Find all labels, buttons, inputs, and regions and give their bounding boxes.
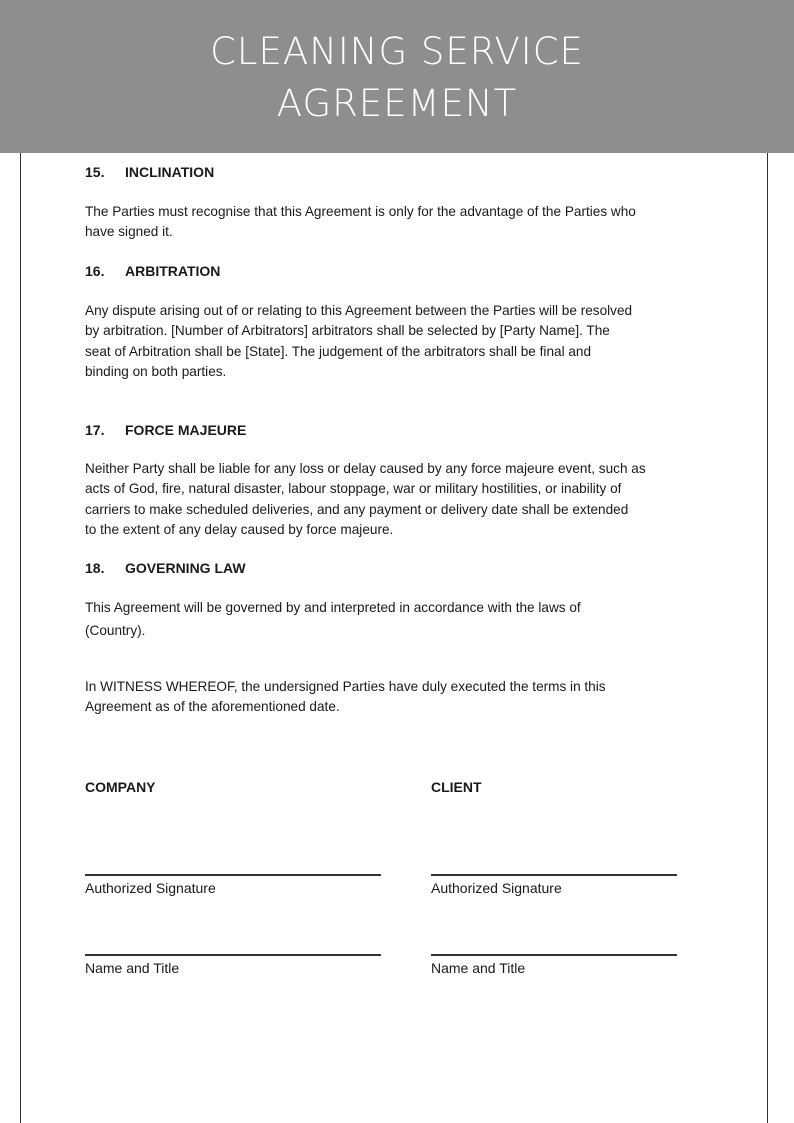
company-name-title-label: Name and Title [85, 960, 180, 976]
section-heading-17: 17. FORCE MAJEURE [85, 422, 247, 438]
title-line-2: AGREEMENT [276, 82, 518, 125]
section-heading-18: 18. GOVERNING LAW [85, 560, 246, 576]
company-name-line[interactable] [85, 954, 381, 956]
page-border-left [20, 153, 21, 1123]
witness-clause: In WITNESS WHEREOF, the undersigned Parties have duly executed the terms in this Agreement as of the aforementioned date. [85, 679, 606, 715]
section-body-16: Any dispute arising out of or relating to this Agreement between the Parties will be resolved by arbitration. [Number of Arbitrators] arbitrators shall be selected by [Party Name]. The seat of Arbitration shall be [State]. The judgement of the arbitrators shall be final and binding on both parties. [85, 303, 633, 380]
title-line-1: CLEANING SERVICE [210, 30, 584, 73]
section-heading-16: 16. ARBITRATION [85, 263, 221, 279]
page-border-right [767, 153, 768, 1123]
section-heading-15: 15. INCLINATION [85, 164, 215, 180]
client-signature-line[interactable] [431, 874, 677, 876]
client-signature-label: Authorized Signature [431, 880, 562, 896]
company-signature-line[interactable] [85, 874, 381, 876]
company-label: COMPANY [85, 779, 156, 795]
client-name-line[interactable] [431, 954, 677, 956]
client-label: CLIENT [431, 779, 482, 795]
section-body-17: Neither Party shall be liable for any loss or delay caused by any force majeure event, such as acts of God, fire, natural disaster, labour stoppage, war or military hostilities, or inability of carriers to make scheduled deliveries, and any payment or delivery date shall be extended to the extent of any delay caused by force majeure. [85, 461, 646, 538]
client-name-title-label: Name and Title [431, 960, 526, 976]
title-banner [0, 0, 794, 153]
company-signature-label: Authorized Signature [85, 880, 216, 896]
section-body-18: This Agreement will be governed by and interpreted in accordance with the laws of (Country). [85, 600, 581, 638]
section-body-15: The Parties must recognise that this Agreement is only for the advantage of the Parties who have signed it. [85, 204, 636, 240]
